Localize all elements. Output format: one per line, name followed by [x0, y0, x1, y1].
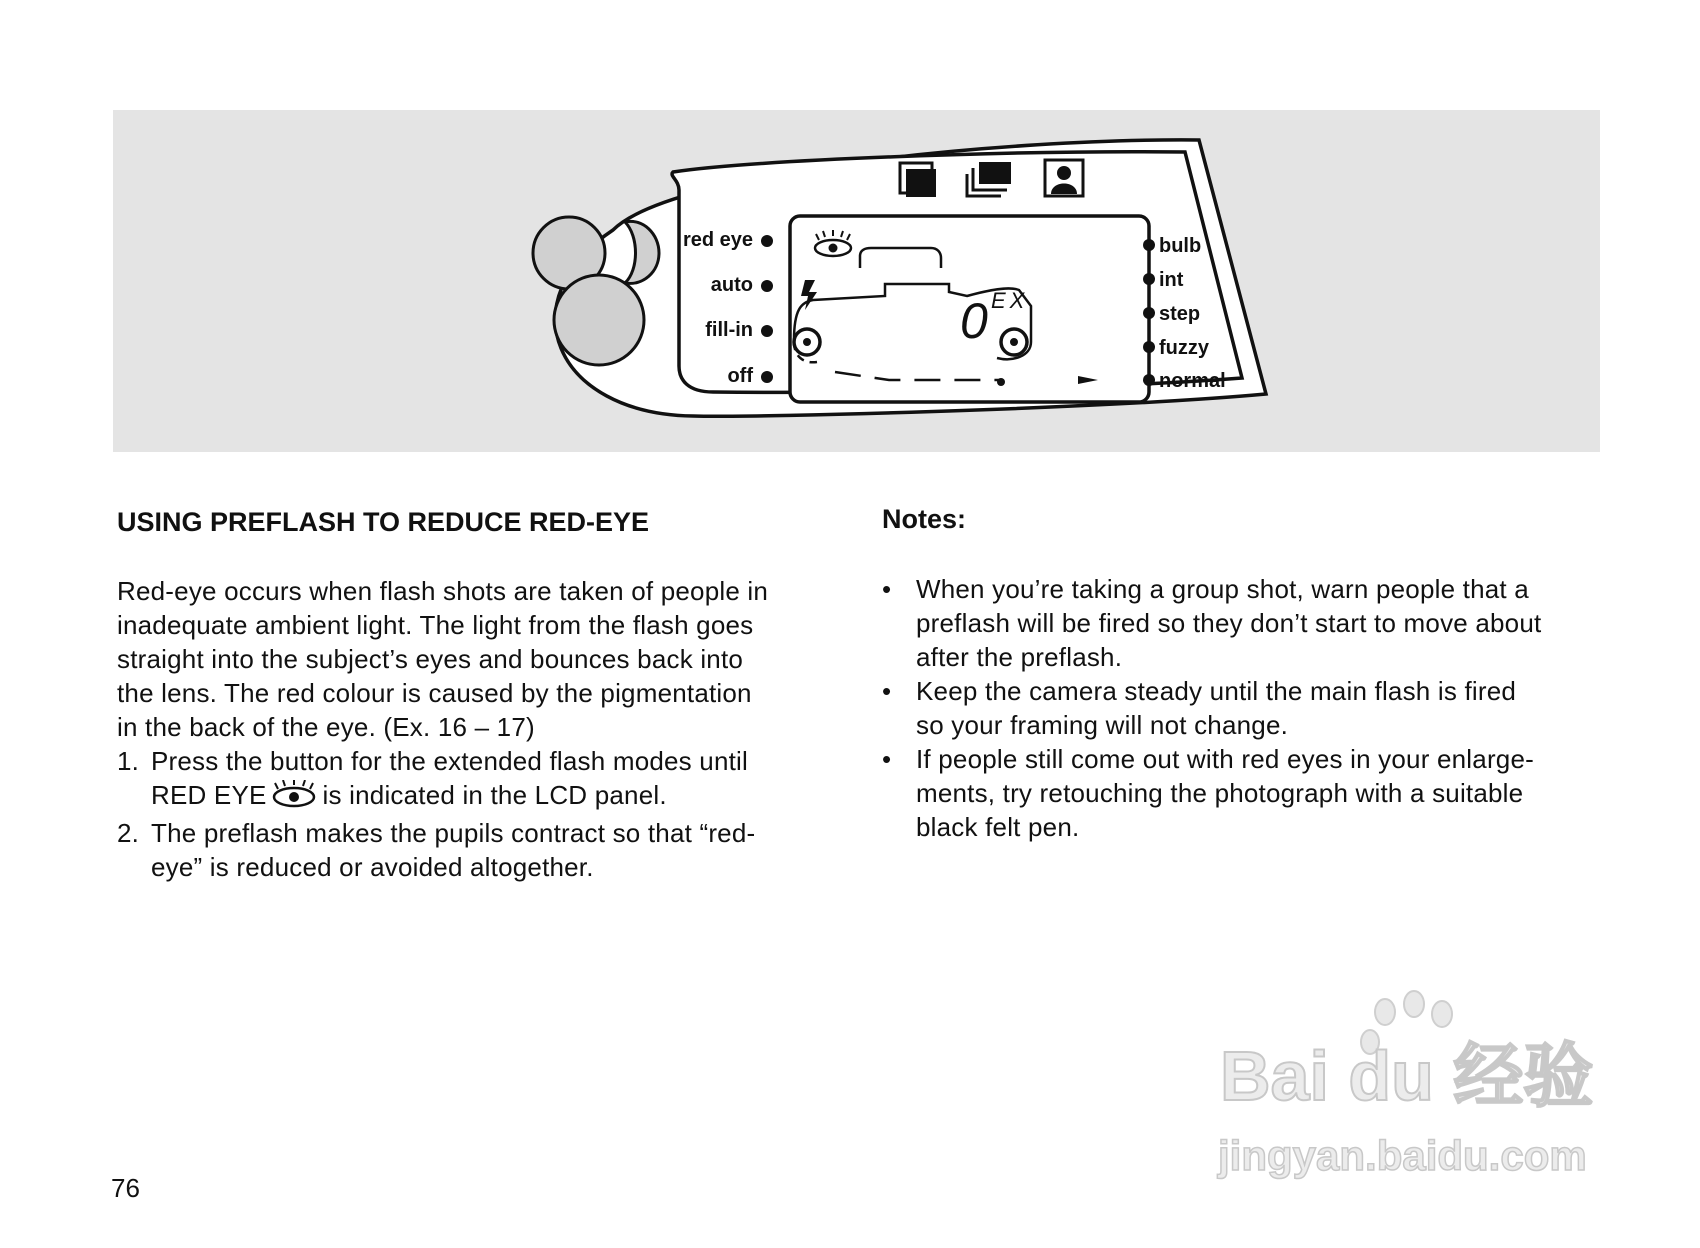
watermark-brand: Bai du 经验 [1220, 1037, 1594, 1115]
step-line: eye” is reduced or avoided altogether. [151, 852, 594, 882]
notes-list [882, 572, 1602, 844]
step-number: 2. [117, 818, 140, 848]
self-timer-portrait-icon [1045, 160, 1083, 196]
watermark-url: jingyan.baidu.com [1218, 1132, 1587, 1179]
body-line: inadequate ambient light. The light from the flash goes [117, 610, 754, 640]
body-line: the lens. The red colour is caused by the pigmentation [117, 678, 752, 708]
flash-mode-auto: auto [710, 274, 753, 296]
flash-mode-fill-in: fill-in [705, 319, 753, 341]
step-line [151, 778, 837, 816]
flash-mode-off: off [727, 365, 753, 387]
note-line: black felt pen. [916, 812, 1080, 842]
red-eye-icon [271, 780, 317, 816]
step-line-end: is indicated in the LCD panel. [322, 780, 667, 810]
article-body [117, 574, 837, 884]
body-line: in the back of the eye. (Ex. 16 – 17) [117, 712, 535, 742]
bullet: • [882, 744, 892, 774]
note-line: so your framing will not change. [916, 710, 1289, 740]
note-item [882, 742, 1602, 844]
step-line: The preflash makes the pupils contract so that “red- [151, 818, 756, 848]
frame-counter: 0 [960, 293, 988, 349]
shutter-mode-fuzzy: fuzzy [1159, 337, 1209, 359]
shutter-mode-step: step [1159, 303, 1201, 325]
frame-counter-suffix: EX [991, 288, 1029, 313]
note-item [882, 572, 1602, 674]
shutter-mode-bulb: bulb [1159, 235, 1202, 257]
red-eye-label: RED EYE [151, 780, 267, 810]
bullet: • [882, 574, 892, 604]
note-line: Keep the camera steady until the main flash is fired [916, 676, 1517, 706]
flash-mode-red-eye: red eye [682, 229, 753, 251]
notes-title: Notes: [882, 504, 967, 534]
shutter-mode-normal: normal [1159, 370, 1226, 392]
step-1 [117, 744, 837, 816]
note-line: When you’re taking a group shot, warn people that a [916, 574, 1529, 604]
camera-panel-illustration [113, 110, 1600, 452]
body-line: Red-eye occurs when flash shots are taken of people in [117, 576, 769, 606]
page-number: 76 [111, 1173, 140, 1203]
step-2 [117, 816, 837, 884]
note-line: preflash will be fired so they don’t start to move about [916, 608, 1542, 638]
camera-top-diagram [113, 110, 1600, 452]
step-number: 1. [117, 746, 140, 776]
bullet: • [882, 676, 892, 706]
baidu-watermark [1210, 990, 1610, 1190]
step-line: Press the button for the extended flash modes until [151, 746, 749, 776]
note-line: after the preflash. [916, 642, 1123, 672]
note-item [882, 674, 1602, 742]
single-frame-icon [900, 163, 936, 197]
section-heading: USING PREFLASH TO REDUCE RED-EYE [117, 507, 650, 537]
body-line: straight into the subject’s eyes and bounces back into [117, 644, 744, 674]
shutter-mode-int: int [1159, 269, 1184, 291]
note-line: If people still come out with red eyes in your enlarge- [916, 744, 1534, 774]
note-line: ments, try retouching the photograph with a suitable [916, 778, 1524, 808]
